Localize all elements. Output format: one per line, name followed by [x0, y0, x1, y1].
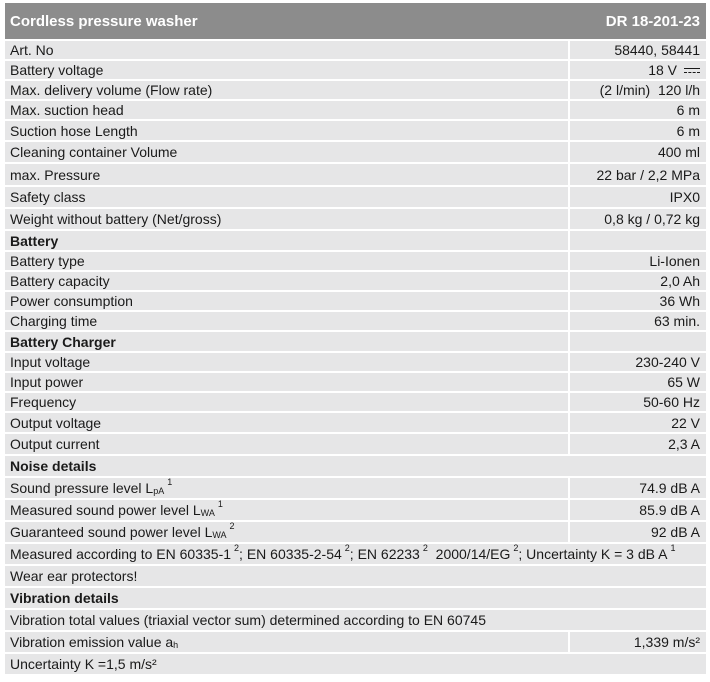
spec-row-vibration-emission: Vibration emission value a $_h$ 1,339 m/s² — [5, 632, 706, 654]
spec-row-battery-capacity: Battery capacity 2,0 Ah — [5, 272, 706, 292]
spec-row-safety-class: Safety class IPX0 — [5, 187, 706, 209]
section-noise-details: Noise details — [5, 456, 706, 478]
spec-row-output-voltage: Output voltage 22 V — [5, 413, 706, 434]
spec-row-container-volume: Cleaning container Volume 400 ml — [5, 142, 706, 164]
spec-table — [5, 3, 706, 676]
spec-row-guaranteed-sound-power: Guaranteed sound power level L $_{WA}$ $^2$ 92 dB A — [5, 522, 706, 544]
noise-standards-note: Measured according to EN 60335-1 $^2$ ; EN 60335-2-54 $^2$ ; EN 62233 $^2$ 2000/14/EG $^2$ ; Uncertainty K = 3 dB A $^1$ — [5, 544, 706, 566]
spec-row-weight: Weight without battery (Net/gross) 0,8 kg / 0,72 kg — [5, 209, 706, 231]
spec-row-power-consumption: Power consumption 36 Wh — [5, 292, 706, 312]
spec-row-sound-pressure: Sound pressure level L $_{pA}$ $^1$ 74.9 dB A — [5, 478, 706, 500]
section-battery-charger: Battery Charger — [5, 332, 706, 353]
vibration-method-note: Vibration total values (triaxial vector sum) determined according to EN 60745 — [5, 610, 706, 632]
spec-row-flow-rate: Max. delivery volume (Flow rate) (2 l/min) 120 l/h — [5, 81, 706, 101]
section-battery: Battery — [5, 231, 706, 252]
spec-row-measured-sound-power: Measured sound power level L $_{WA}$ $^1$ 85.9 dB A — [5, 500, 706, 522]
spec-row-suction-head: Max. suction head 6 m — [5, 101, 706, 121]
product-title: Cordless pressure washer — [10, 12, 198, 30]
spec-row-output-current: Output current 2,3 A — [5, 434, 706, 456]
spec-row-input-voltage: Input voltage 230-240 V — [5, 353, 706, 373]
section-vibration-details: Vibration details — [5, 588, 706, 610]
model-number: DR 18-201-23 — [605, 12, 700, 30]
dc-current-icon — [684, 68, 700, 75]
ear-protection-warning: Wear ear protectors! — [5, 566, 706, 588]
vibration-uncertainty: Uncertainty K =1,5 m/s² — [5, 654, 706, 676]
spec-row-art-no: Art. No 58440, 58441 — [5, 41, 706, 61]
table-header — [5, 3, 706, 41]
spec-row-battery-type: Battery type Li-Ionen — [5, 252, 706, 272]
spec-row-battery-voltage: Battery voltage 18 V — [5, 61, 706, 81]
spec-row-input-power: Input power 65 W — [5, 373, 706, 393]
spec-row-max-pressure: max. Pressure 22 bar / 2,2 MPa — [5, 164, 706, 187]
spec-row-frequency: Frequency 50-60 Hz — [5, 393, 706, 413]
spec-row-charging-time: Charging time 63 min. — [5, 312, 706, 332]
spec-row-hose-length: Suction hose Length 6 m — [5, 121, 706, 142]
